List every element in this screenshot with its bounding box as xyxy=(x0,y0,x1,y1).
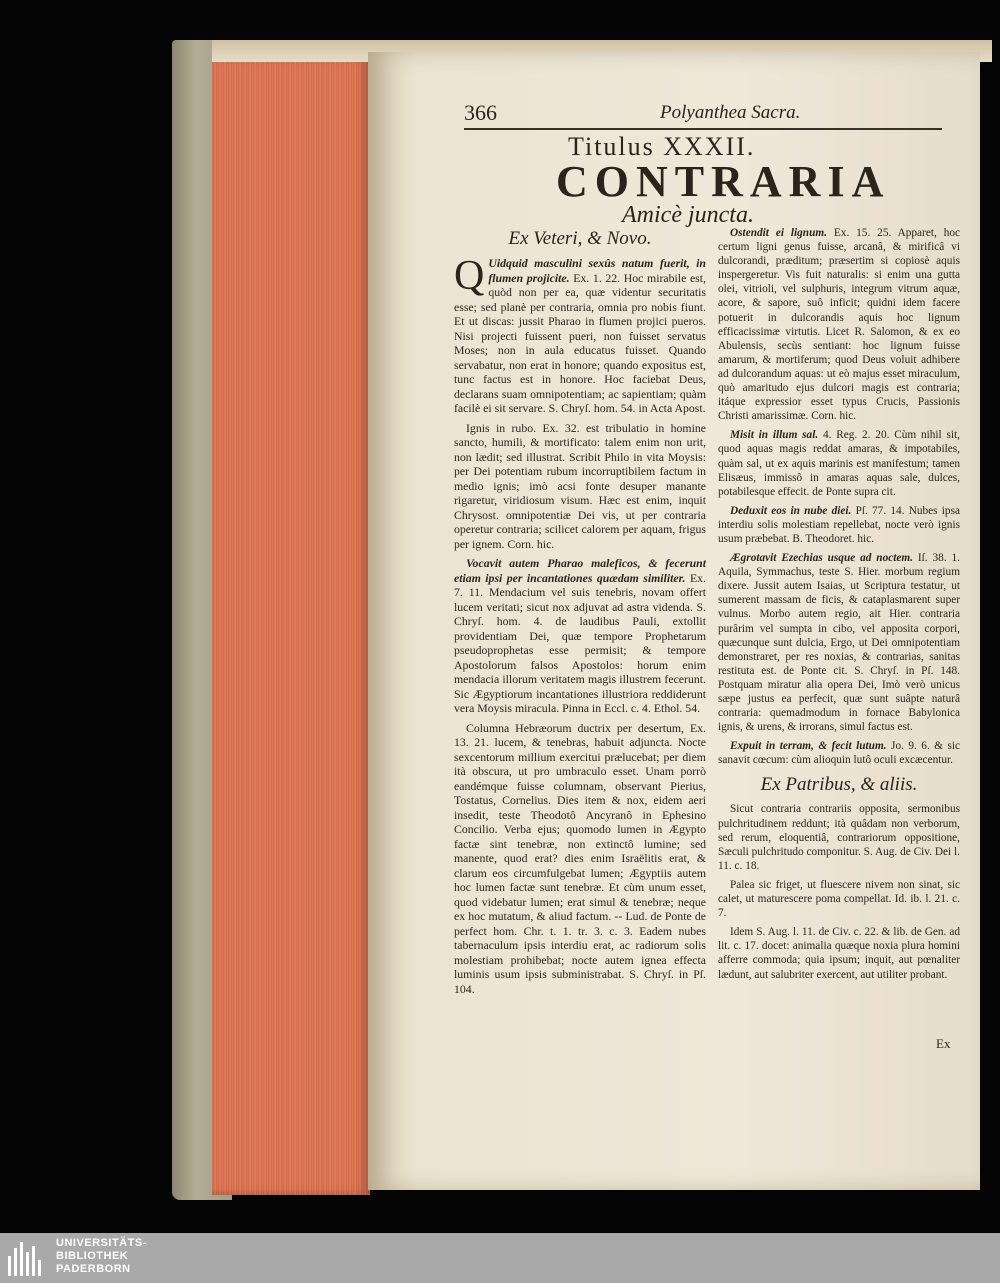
paragraph xyxy=(718,739,960,767)
lemma: Vocavit autem Pharao maleficos, & fecerunt etiam ipsi per incantationes quædam similiter. xyxy=(454,556,706,585)
paragraph xyxy=(718,504,960,546)
paragraph xyxy=(718,428,960,498)
page-header xyxy=(464,100,944,125)
running-head: Polyanthea Sacra. xyxy=(660,102,801,123)
lemma: Misit in illum sal. xyxy=(730,429,819,442)
lemma: Uidquid masculini sexûs natum fuerit, in flumen projicite. xyxy=(488,256,706,285)
paragraph-text: Jo. 9. 6. & sic sanavit cœcum: cùm alioquin lutô oculi excæcentur. xyxy=(718,740,961,767)
section-heading-veteri: Ex Veteri, & Novo. xyxy=(508,228,652,249)
header-rule xyxy=(464,128,942,130)
paragraph-text: Ex. 1. 22. Hoc mirabile est, quòd non per ea, quæ videntur securitatis esse; sed planè per contraria, omnia pro nobis fiunt. Et ut discas: jussit Pharao in flumen projici pueros. Nisi projecti fuissent pueri, non fuisset servatus Moses; non in aula educatus fuisset. Quando servabatur, non erat in honore; quando expositus est, tunc factus est in honore. Hoc faciebat Deus, declarans suam omnipotentiam; ac sapientiam; quàm facilè ei sit servare. S. Chryſ. hom. 54. in Acta Apost. xyxy=(454,270,706,415)
library-logo-icon xyxy=(8,1240,46,1276)
library-name-line: PADERBORN xyxy=(56,1263,131,1275)
page-block-edge xyxy=(212,55,370,1195)
lemma: Deduxit eos in nube diei. xyxy=(730,504,852,517)
lemma: Ægrotavit Ezechias usque ad noctem. xyxy=(730,552,914,565)
paragraph-text: Iſ. 38. 1. Aquila, Symmachus, teste S. Hier. morbum regium dixere. Jussit autem Isaias, ut Scriptura testatur, ut sumerent massam de ficis, & cataplasmarent super vulnus. Morbo autem regio, ait Hier. contraria purârim vel sumpta in cibo, vel apposita corpori, quæcunque sunt dulcia, Ergo, ut Dei omnipotentiam demonstraret, per res noxias, & contrarias, sanitas restituta est. de Ponte cit. S. Chryſ. in Pſ. 148. Postquam miratur alia opera Dei, Imò verò unicus sæpe justus ea perfecit, quæ sunt suâpte naturâ contraria: quemadmodum in fornace Babylonica ignis, & urens, & irrorans, simul factus est. xyxy=(718,552,961,734)
page-subtitle: Amicè juncta. xyxy=(622,202,754,228)
page-title: CONTRARIA xyxy=(556,157,891,206)
book-page xyxy=(368,52,980,1190)
paragraph xyxy=(454,253,706,416)
lemma: Ostendit ei lignum. xyxy=(730,227,827,239)
lemma: Expuit in terram, & fecit lutum. xyxy=(730,740,887,753)
paragraph: Sicut contraria contrariis opposita, sermonibus pulchritudinem reddunt; ità quâdam non verborum, sed rerum, eloquentiâ, contrariorum oppositione, Sæculi pulchritudo componitur. S. Aug. de Civ. Dei l. 11. c. 18. xyxy=(718,803,960,872)
paragraph-text: 4. Reg. 2. 20. Cùm nihil sit, quod aquas magis reddat amaras, & impotabiles, quàm sal, ut ex aquis marinis est manifestum; tamen Elisæus, immissô in amaras aquas sale, dulces, potabilesque effecit. de Ponte supra cit. xyxy=(718,429,960,498)
paragraph xyxy=(718,226,960,423)
titulus-heading: Titulus XXXII. xyxy=(568,132,756,161)
paragraph: Palea sic friget, ut fluescere nivem non sinat, sic calet, ut maturescere poma compellat. Id. ib. l. 21. c. 7. xyxy=(718,878,960,920)
paragraph: Columna Hebræorum ductrix per desertum, Ex. 13. 21. lucem, & tenebras, habuit adjuncta. Nocte sexcentorum millium exercitui prælucebat; per diem ità obscura, ut pro umbraculo esset. Unam porrò eandémque fuisse columnam, observant Pierius, Tostatus, Cornelius. Dies item & nox, eidem aeri insedit, teste Theodotô Ancyranô in Ephesino Concilio. Verba ejus; quomodo lumen in Ægypto factæ sint tenebræ, non extinctô lumine; sed manente, quod erat? dies enim Israëlitis erat, & clarum eos circumfulgebat lumen; Ægyptiis autem hoc lumen factæ sunt tenebræ. Et cùm unum esset, quod videbatur lumen; erat simul & tenebræ; neque ex hoc mutatum, & aliud factum. -- Lud. de Ponte de perfect hom. Chr. t. 1. tr. 3. c. 3. Eadem nubes tabernaculum ipsis interdiu erat, ac radiorum solis molestiam prohibebat; nocte autem ignea effecta luminis usum ipsis subministrabat. S. Chryſ. in Pſ. 104. xyxy=(454,720,706,996)
library-name-line: BIBLIOTHEK xyxy=(56,1250,129,1262)
paragraph-text: Ex. 15. 25. Apparet, hoc certum ligni genus fuisse, arcanâ, & mirificâ vi dulcorandi, præditum; præsertim si copiosè aquis inspergeretur. Vis fuit naturalis: si enim una gutta olei, vitrioli, vel sulphuris, integrum vitrum aquæ, acore, & sapore, suô inficit; quidni idem facere potuerit in dulcorandis aquis hoc lignum efficacissimæ virtutis. Licet R. Salomon, & ex eo Abulensis, secùs sentiant: hoc lignum fuisse amarum, & mortiferum; quod Deus voluit adhibere ad dulcorandum aquas: ut eò majus esset miraculum, quò amaritudo ejus dulcori magis est contraria; itáque expressior esset typus Crucis, Passionis Christi amarissimæ. Corn. hic. xyxy=(718,227,961,423)
library-name-line: UNIVERSITÄTS- xyxy=(56,1237,147,1249)
drop-cap: Q xyxy=(454,253,485,299)
page-number: 366 xyxy=(464,100,497,125)
left-column xyxy=(454,226,706,1001)
catchword: Ex xyxy=(936,1036,951,1051)
right-column xyxy=(718,226,960,987)
library-footer xyxy=(0,1233,1000,1283)
paragraph xyxy=(718,551,960,734)
section-heading-patribus: Ex Patribus, & aliis. xyxy=(760,774,918,796)
paragraph xyxy=(454,556,706,716)
paragraph-text: Pſ. 77. 14. Nubes ipsa interdiu solis molestiam repellebat, nocte verò ignis usum præbebat. B. Theodoret. hic. xyxy=(718,504,960,545)
paragraph: Idem S. Aug. l. 11. de Civ. c. 22. & lib. de Gen. ad lit. c. 17. docet: animalia quæque noxia plura homini afferre commoda; quia ipsum; inquit, aut pœnaliter lædunt, aut salubriter exercent, aut utiliter probant. xyxy=(718,926,960,981)
library-name xyxy=(56,1237,147,1276)
paragraph: Ignis in rubo. Ex. 32. est tribulatio in homine sancto, humili, & mortificato: talem enim non urit, non lædit; sed illustrat. Scribit Philo in vita Moysis: per Dei potentiam rubum incorruptibilem factum in medio ignis; imò acsi fonte desuper manante rigaretur, viridiosum visum. Hæc est enim, inquit Chrysost. omnipotentiæ Dei vis, ut per contraria operetur contraria; scilicet calorem per aquam, frigus per ignem. Corn. hic. xyxy=(454,420,706,551)
paragraph-text: Ex. 7. 11. Mendacium vel suis tenebris, novam offert lucem veritati; sicut nox adjuvat ad astra videnda. S. Chryſ. hom. 4. de laudibus Pauli, extollit providentiam Dei, quæ tempore Prophetarum pseudoprophetas esse permisit; & tempore Apostolorum falsos Apostolos: horum enim mendacia illorum veritatem magis illustrem fecerunt. Sic Ægyptiorum incantationes illustriora reddiderunt vera Moysis miracula. Pinna in Eccl. c. 4. Ethol. 54. xyxy=(454,570,706,715)
